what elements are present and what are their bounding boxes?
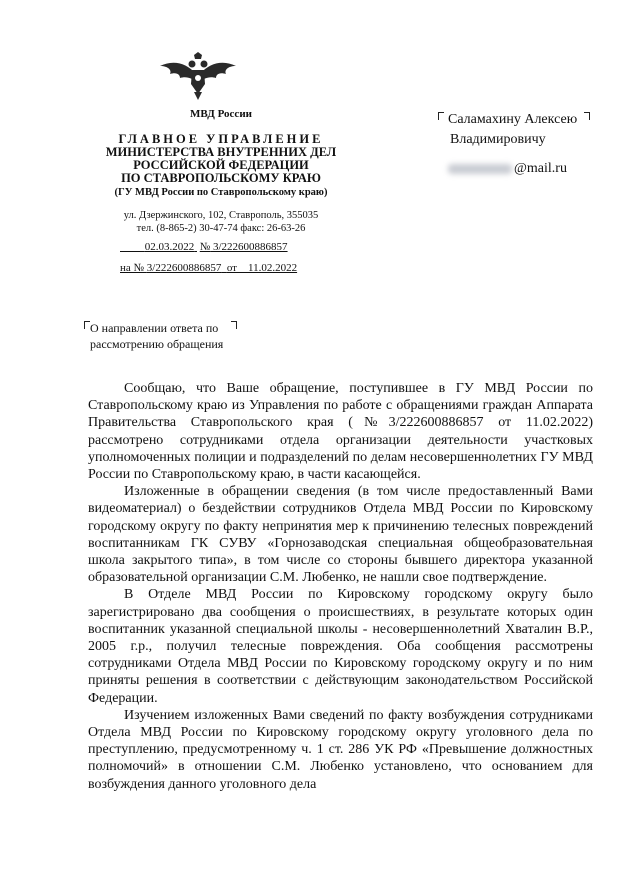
corner-bracket-icon [584,112,590,120]
subject-line: рассмотрению обращения [90,337,224,351]
department-lines [76,146,366,185]
street-address: ул. Дзержинского, 102, Ставрополь, 355035 [123,210,319,221]
outgoing-number: № 3/222600886857 [199,241,288,253]
body-paragraph: В Отделе МВД России по Кировскому городскому округу было зарегистрировано два сообщения о происшествиях, в результате которых один воспитанник указанной специальной школы - несовершеннолетний Хваталин В.Р., 2005 г.р., получил телесные повреждения. Оба сообщения рассмотрены сотрудниками Отдела МВД России по Кировскому городскому округу и по ним приняты решения в соответствии с действующим законодательством Российской Федерации. [88,587,593,706]
recipient-name: Саламахину Алексею [448,112,578,127]
outgoing-date: 02.03.2022 [144,241,195,253]
recipient-patronymic: Владимировичу [450,132,546,147]
letter-subject [90,320,223,352]
incoming-reference [120,262,297,275]
body-paragraph: Изучением изложенных Вами сведений по факту возбуждения сотрудниками Отдела МВД России по Кировскому городскому округу уголовного дела по преступлению, предусмотренному ч. 1 ст. 286 УК РФ «Превышение должностных полномочий» в отношении С.М. Любенко установлено, что основанием для возбуждения данного уголовного дела [88,707,593,792]
outgoing-reference [120,241,288,254]
corner-bracket-icon [231,321,237,329]
department-line: МИНИСТЕРСТВА ВНУТРЕННИХ ДЕЛ [105,145,337,159]
corner-bracket-icon [438,112,444,120]
email-domain: @mail.ru [514,161,567,176]
phone-fax: тел. (8-865-2) 30-47-74 факс: 26-63-26 [136,222,306,234]
recipient-block [448,110,577,150]
department-address [76,210,366,235]
letter-body [88,380,593,793]
recipient-email [448,161,567,177]
incoming-number: на № 3/222600886857 от 11.02.2022 [120,262,298,274]
body-paragraph: Изложенные в обращении сведения (в том числе предоставленный Вами видеоматериал) о бездействии сотрудников Отдела МВД России по Кировскому городскому округу по факту непринятия мер к причинению телесных повреждений воспитанникам ГК СУВУ «Горнозаводская специальная общеобразовательная школа закрытого типа», в том числе со стороны бывшего директора указанной образовательной организации С.М. Любенко, не нашли свое подтверждение. [88,484,593,586]
body-paragraph: Сообщаю, что Ваше обращение, поступившее в ГУ МВД России по Ставропольскому краю из Управления по работе с обращениями граждан Аппарата Правительства Ставропольского края (№3/222600886857 от 11.02.2022) рассмотрено сотрудниками отдела организации деятельности участковых уполномоченных полиции и подразделений по делам несовершеннолетних ГУ МВД России по Ставропольскому краю, в части касающейся. [88,381,593,483]
department-line: РОССИЙСКОЙ ФЕДЕРАЦИИ [133,158,309,172]
double-headed-eagle-emblem-icon [158,52,238,102]
ministry-short-name: МВД России [189,108,252,120]
department-abbreviation: (ГУ МВД России по Ставропольскому краю) [114,187,328,198]
department-line: ПО СТАВРОПОЛЬСКОМУ КРАЮ [121,171,321,185]
email-redacted [448,164,512,174]
subject-line: О направлении ответа по [90,321,219,335]
department-title: ГЛАВНОЕ УПРАВЛЕНИЕ [118,132,324,146]
